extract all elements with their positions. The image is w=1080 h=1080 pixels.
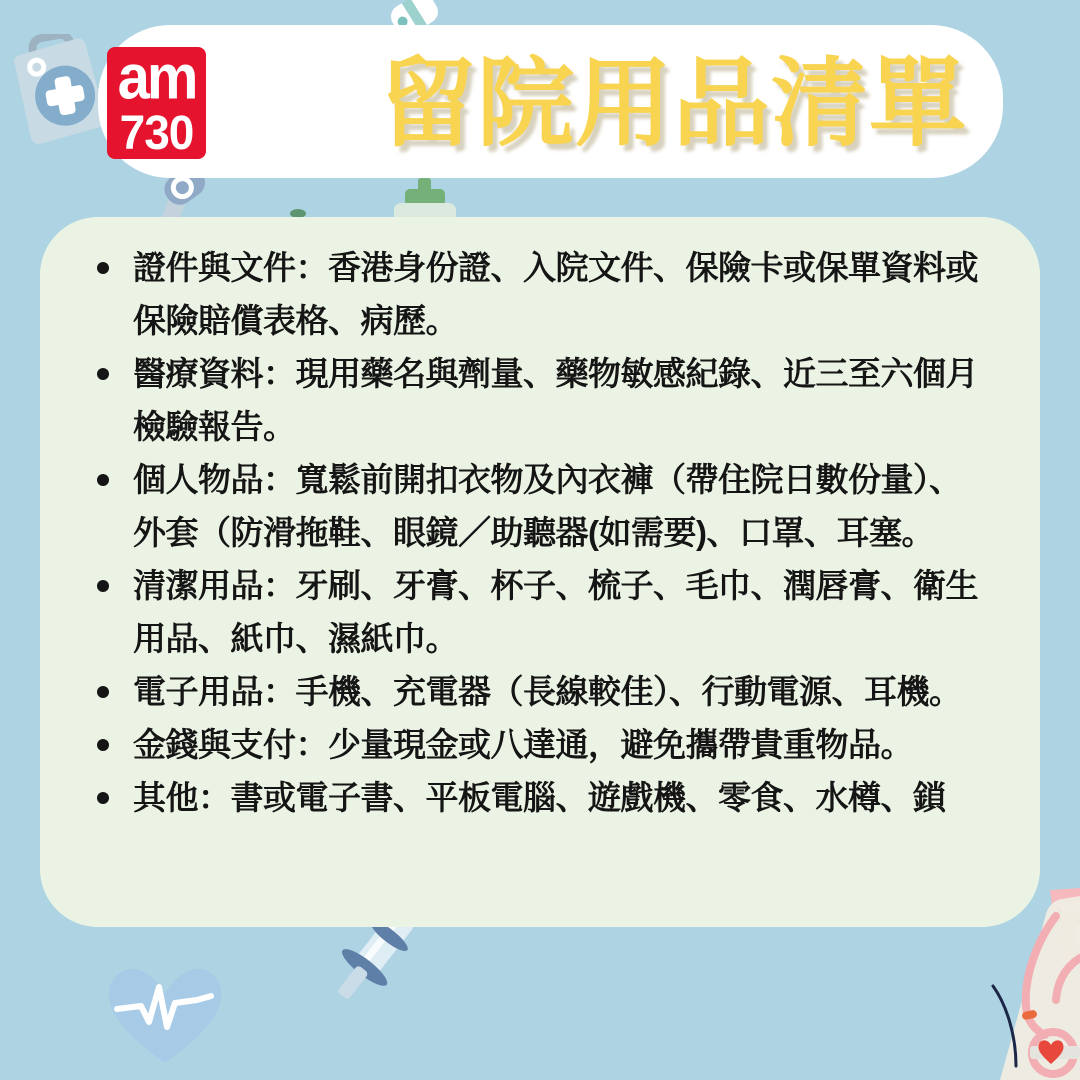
checklist-item-text: 電子用品：手機、充電器（長線較佳）、行動電源、耳機。 — [133, 673, 962, 710]
checklist-item — [95, 718, 980, 771]
checklist-panel — [40, 217, 1040, 927]
checklist-item-text: 個人物品：寬鬆前開扣衣物及內衣褲（帶住院日數份量）、外套（防滑拖鞋、眼鏡／助聽器(如需要)、口罩、耳塞。 — [133, 461, 962, 551]
checklist-item-text: 醫療資料：現用藥名與劑量、藥物敏感紀錄、近三至六個月檢驗報告。 — [133, 355, 978, 445]
checklist-item — [95, 453, 980, 559]
checklist-item — [95, 347, 980, 453]
am730-logo — [107, 42, 206, 160]
header-card — [98, 25, 1003, 178]
checklist-item — [95, 665, 980, 718]
page-title: 留院用品清單 — [379, 49, 967, 158]
logo-text-am: am — [117, 42, 196, 113]
checklist-item — [95, 771, 980, 824]
checklist-item-text: 金錢與支付：少量現金或八達通，避免攜帶貴重物品。 — [133, 726, 913, 763]
checklist-item — [95, 241, 980, 347]
checklist-item — [95, 559, 980, 665]
checklist-item-text: 證件與文件：香港身份證、入院文件、保險卡或保單資料或保險賠償表格、病歷。 — [133, 249, 978, 339]
heart-ecg-icon — [95, 945, 235, 1077]
checklist-item-text: 清潔用品：牙刷、牙膏、杯子、梳子、毛巾、潤唇膏、衛生用品、紙巾、濕紙巾。 — [133, 567, 978, 657]
checklist — [95, 241, 980, 824]
logo-text-730: 730 — [119, 104, 194, 160]
checklist-item-text: 其他：書或電子書、平板電腦、遊戲機、零食、水樽、鎖 — [133, 779, 946, 816]
